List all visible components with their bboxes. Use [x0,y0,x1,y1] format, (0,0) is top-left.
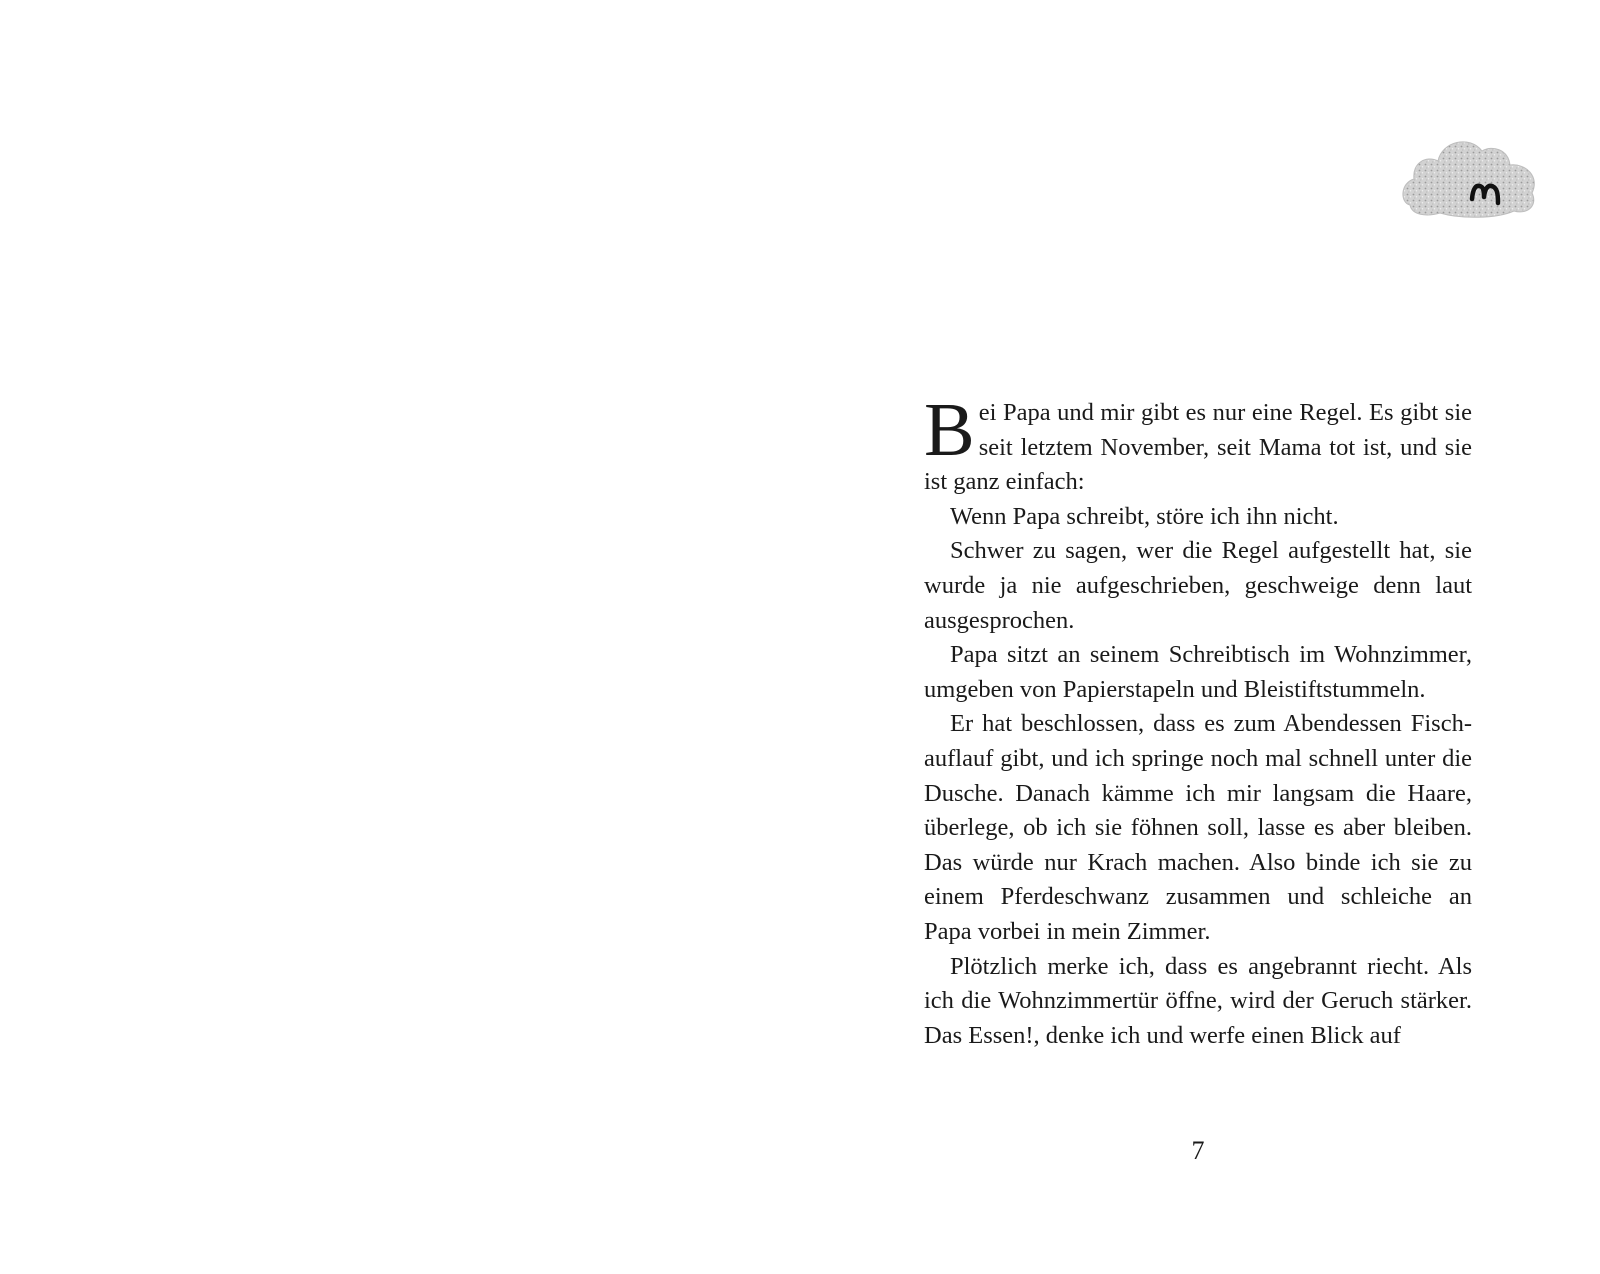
paragraph-4: Papa sitzt an seinem Schreibtisch im Wohnzimmer, umgeben von Papierstapeln und Bleistiftstummeln. [924,641,1472,703]
paragraph-3: Schwer zu sagen, wer die Regel aufgestellt hat, sie wurde ja nie aufgeschrieben, geschweige denn laut ausgesprochen. [924,537,1472,634]
paragraph-5: Er hat beschlossen, dass es zum Abendessen Fischauflauf gibt, und ich springe noch mal schnell unter die Dusche. Danach kämme ich mir langsam die Haare, überlege, ob ich sie föhnen soll, lasse es aber bleiben. Das würde nur Krach machen. Also binde ich sie zu einem Pferdeschwanz zusammen und schleiche an Papa vorbei in mein Zimmer. [924,710,1472,945]
page-number: 7 [1191,1136,1205,1165]
paragraph-6: Plötzlich merke ich, dass es angebrannt riecht. Als ich die Wohnzimmertür öffne, wird der Geruch stärker. Das Essen!, denke ich und werfe einen Blick auf [924,952,1472,1049]
paragraph-2: Wenn Papa schreibt, störe ich ihn nicht. [950,502,1339,530]
drop-cap: B [924,388,975,472]
body-text [924,388,1472,1053]
paragraph-1-text: ei Papa und mir gibt es nur eine Regel. Es gibt sie seit letztem November, seit Mama tot ist, und sie ist ganz einfach: [924,399,1472,496]
cloud-icon [1400,133,1540,221]
paragraph-1 [924,388,1472,500]
